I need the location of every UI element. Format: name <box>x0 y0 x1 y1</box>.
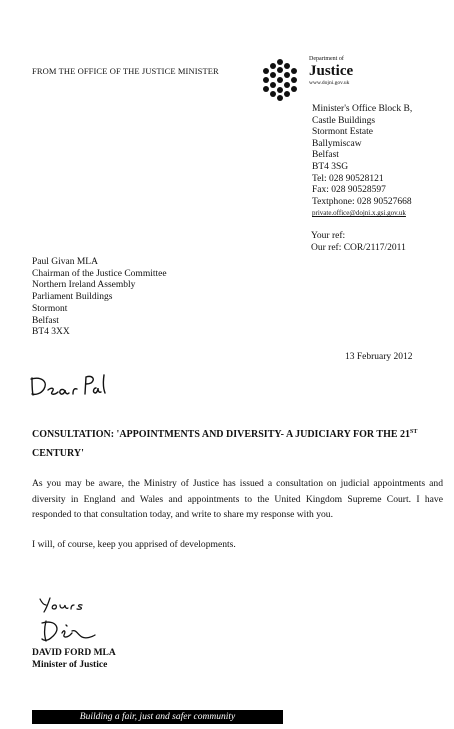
subject-superscript: ST <box>410 429 418 435</box>
signer-block <box>32 647 116 671</box>
letter-body <box>32 476 443 566</box>
signer-name: DAVID FORD MLA <box>32 648 116 658</box>
subject-text-end: CENTURY' <box>32 448 84 459</box>
handwritten-closing <box>38 596 88 614</box>
textphone: Textphone: 028 90527668 <box>312 196 412 207</box>
body-paragraph: As you may be aware, the Ministry of Justice has issued a consultation on judicial appointments and diversity in England and Wales and appointments to the United Kingdom Supreme Court. I have responded to that consultation today, and write to share my response with you. <box>32 478 443 520</box>
recipient-line: Parliament Buildings <box>32 292 113 303</box>
fax: Fax: 028 90528597 <box>312 185 386 196</box>
address-line: BT4 3SG <box>312 161 349 172</box>
recipient-line: Belfast <box>32 315 59 326</box>
recipient-line: Chairman of the Justice Committee <box>32 268 167 279</box>
department-logo <box>258 58 302 102</box>
recipient-line: Paul Givan MLA <box>32 257 98 267</box>
telephone: Tel: 028 90528121 <box>312 173 384 184</box>
our-ref: Our ref: COR/2117/2011 <box>311 243 406 253</box>
from-office-heading: FROM THE OFFICE OF THE JUSTICE MINISTER <box>32 66 219 76</box>
letter-date: 13 February 2012 <box>345 352 413 362</box>
handwritten-salutation <box>28 370 108 400</box>
address-line: Belfast <box>312 150 339 161</box>
address-line: Ballymiscaw <box>312 138 362 149</box>
recipient-line: Northern Ireland Assembly <box>32 280 136 291</box>
address-line: Castle Buildings <box>312 115 376 126</box>
letter-subject <box>32 423 427 463</box>
recipient-line: Stormont <box>32 303 68 314</box>
recipient-address <box>32 257 167 339</box>
department-wordmark <box>309 56 353 87</box>
body-paragraph: I will, of course, keep you apprised of developments. <box>32 538 236 550</box>
subject-text: CONSULTATION: 'APPOINTMENTS AND DIVERSITY- A JUDICIARY FOR THE 21 <box>32 429 411 440</box>
department-url: www.dojni.gov.uk <box>309 80 350 86</box>
your-ref: Your ref: <box>311 231 346 241</box>
department-name: Justice <box>309 63 354 79</box>
email-link[interactable]: private.office@dojni.x.gsi.gov.uk <box>312 209 406 218</box>
signer-title: Minister of Justice <box>32 660 108 670</box>
sender-address <box>312 104 412 220</box>
address-line: Stormont Estate <box>312 127 373 138</box>
footer-slogan-banner: Building a fair, just and safer community <box>32 710 283 724</box>
recipient-line: BT4 3XX <box>32 327 70 338</box>
address-line: Minister's Office Block B, <box>312 104 413 114</box>
reference-block <box>311 230 406 254</box>
department-of-label: Department of <box>309 56 344 62</box>
handwritten-signature <box>38 617 98 645</box>
